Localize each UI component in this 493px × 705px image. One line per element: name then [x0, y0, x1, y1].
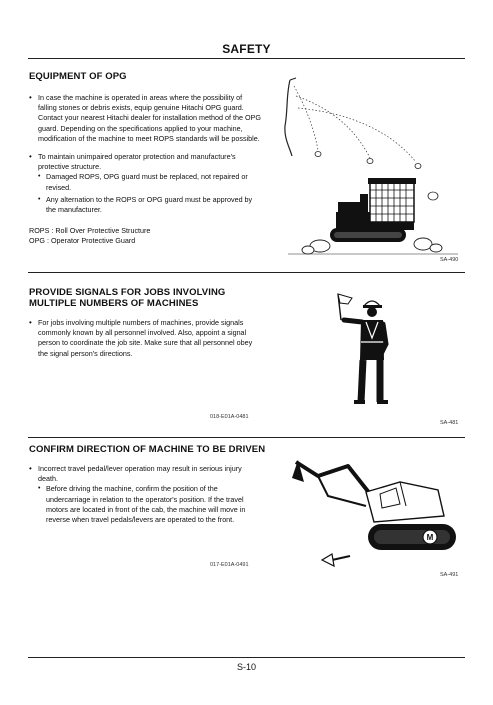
- section-divider: [28, 437, 465, 438]
- figure-code: SA-481: [440, 420, 459, 426]
- doc-code: 018-E01A-0481: [210, 414, 249, 420]
- footer-rule: [28, 657, 465, 658]
- list-item: • Incorrect travel pedal/lever operation may result in serious injury death.: [29, 464, 261, 484]
- figure-code: SA-491: [440, 572, 459, 578]
- list-item: • To maintain unimpaired operator protection and manufacture's protective structure.: [29, 152, 261, 172]
- doc-code: 017-E01A-0491: [210, 562, 249, 568]
- section-body-signals: [29, 318, 261, 359]
- section-body-opg: [29, 93, 261, 247]
- figure-code: SA-490: [440, 257, 459, 263]
- list-item: • In case the machine is operated in areas where the possibility of falling stones or debris exists, equip genuine Hitachi OPG guard. Contact your nearest Hitachi dealer for installation method of the OPG guard. Depending on the specifications applied to your machine, modification of the machine to meet ROPS standards will be possible.: [29, 93, 261, 144]
- header-rule: [28, 58, 465, 59]
- note-opg: OPG : Operator Protective Guard: [29, 236, 136, 246]
- page-title: SAFETY: [222, 42, 271, 56]
- note-rops: ROPS : Roll Over Protective Structure: [29, 226, 151, 236]
- section-title-signals: [29, 287, 225, 309]
- section-title-line: MULTIPLE NUMBERS OF MACHINES: [29, 298, 199, 309]
- section-body-direction: [29, 464, 261, 525]
- opg-excavator-illustration: [278, 76, 468, 262]
- signal-person-illustration: [328, 290, 398, 408]
- travel-direction-illustration: [288, 456, 466, 572]
- travel-motor-label: M: [426, 533, 434, 542]
- section-title-line: PROVIDE SIGNALS FOR JOBS INVOLVING: [29, 287, 226, 298]
- section-title-direction: CONFIRM DIRECTION OF MACHINE TO BE DRIVEN: [29, 444, 266, 455]
- sub-list-item: • Damaged ROPS, OPG guard must be replaced, not repaired or revised.: [29, 172, 261, 192]
- page-number: S-10: [236, 662, 256, 672]
- sub-list-item: • Before driving the machine, confirm the position of the undercarriage in relation to the operator's position. If the travel motors are located in front of the cab, the machine will move in reverse when travel pedals/levers are operated to the front.: [29, 484, 261, 525]
- list-item: • For jobs involving multiple numbers of machines, provide signals commonly known by all personnel involved. Also, appoint a signal person to coordinate the job site. Make sure that all personnel obey the signal person's directions.: [29, 318, 261, 359]
- sub-list-item: • Any alternation to the ROPS or OPG guard must be approved by the manufacturer.: [29, 195, 261, 215]
- section-divider: [28, 272, 465, 273]
- section-title-opg: EQUIPMENT OF OPG: [29, 71, 127, 82]
